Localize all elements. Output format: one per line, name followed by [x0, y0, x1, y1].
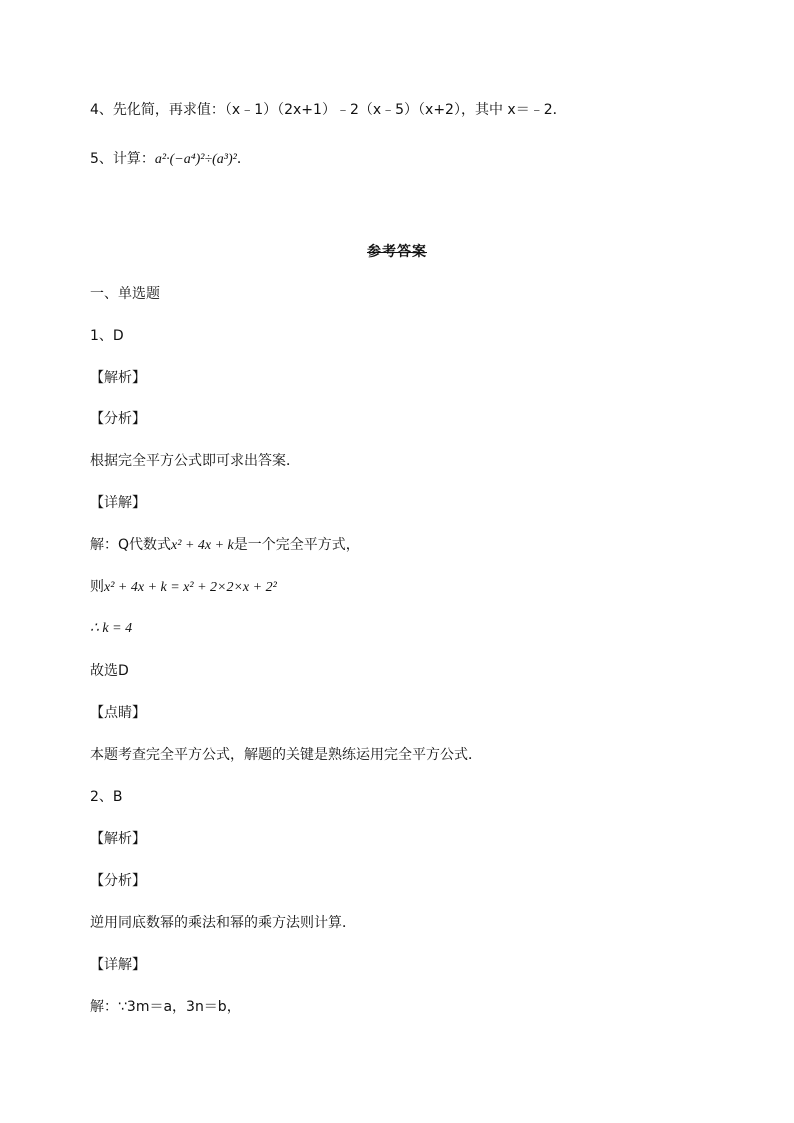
answer-1-solution-line-3: ∴ k = 4: [90, 621, 133, 636]
answer-1-line1-formula: x² + 4x + k: [171, 538, 234, 553]
answer-1-line2-formula: x² + 4x + k = x² + 2×2×x + 2²: [104, 580, 277, 595]
answer-1-choice: 故选D: [90, 663, 129, 679]
answer-1-jiexi: 【解析】: [90, 370, 146, 386]
question-5: [90, 149, 251, 170]
answers-title: [0, 241, 794, 261]
question-5-formula: a²·(−a⁴)²÷(a³)²: [154, 152, 237, 167]
answer-2-fenxi: 【分析】: [90, 873, 146, 889]
answer-2-jiexi: 【解析】: [90, 831, 146, 847]
answer-1-dianjing: 【点睛】: [90, 705, 146, 721]
answer-1-dianjing-text: 本题考查完全平方公式，解题的关键是熟练运用完全平方公式．: [90, 747, 482, 763]
answers-title-text: 参考答案: [367, 244, 427, 260]
answer-2: 2、B: [90, 789, 123, 805]
question-5-number: 5、: [90, 151, 113, 167]
question-5-label: 计算：: [112, 151, 155, 167]
question-4: [90, 100, 567, 120]
answer-1-line1-suffix: 是一个完全平方式，: [233, 537, 360, 553]
answer-2-fenxi-text: 逆用同底数幂的乘法和幂的乘方法则计算．: [90, 915, 356, 931]
answer-1-fenxi: 【分析】: [90, 411, 146, 427]
answer-1-solution-line-2: [90, 577, 277, 598]
answer-1: 1、D: [90, 328, 124, 344]
answer-2-solution-line-1: 解：∵3m＝a，3n＝b，: [90, 999, 241, 1015]
answer-2-xiangjie: 【详解】: [90, 957, 146, 973]
question-5-suffix: ．: [236, 151, 251, 167]
answer-1-xiangjie: 【详解】: [90, 495, 146, 511]
section-heading: 一、单选题: [90, 286, 160, 302]
answer-1-line1-prefix: 解：Q代数式: [90, 537, 172, 553]
question-4-number: 4、: [90, 102, 113, 118]
answer-1-fenxi-text: 根据完全平方公式即可求出答案．: [90, 453, 300, 469]
answer-1-solution-line-1: [90, 535, 360, 556]
answer-1-line2-prefix: 则: [90, 579, 104, 595]
question-4-text: 先化简，再求值：（x﹣1）（2x+1）﹣2（x﹣5）（x+2），其中 x＝﹣2．: [112, 102, 567, 118]
